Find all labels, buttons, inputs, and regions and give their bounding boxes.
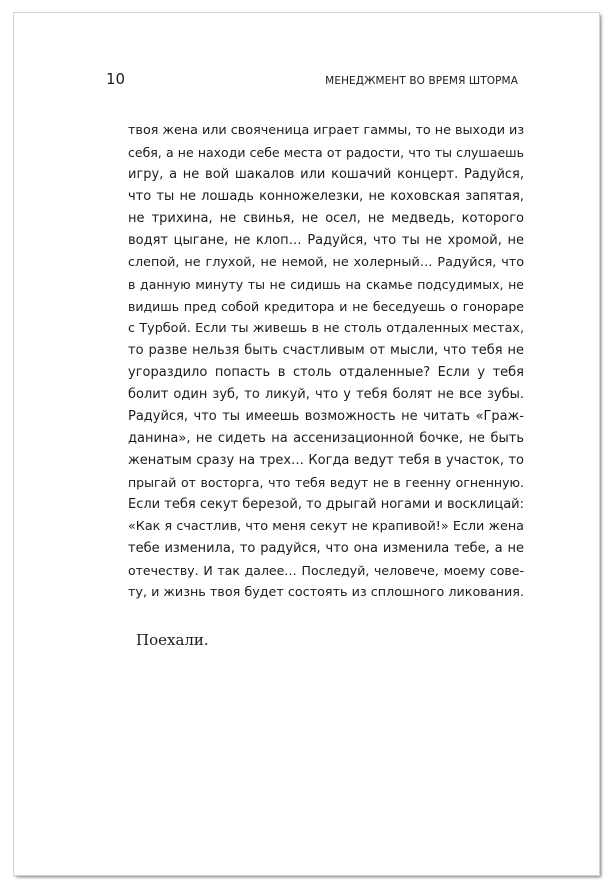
text-line: Радуйся, что ты имеешь возможность не читать «Граж- — [128, 409, 524, 424]
text-line: с Турбой. Если ты живешь в не столь отдаленных местах, — [128, 321, 524, 336]
text-line: что ты не лошадь конножелезки, не коховская запятая, — [128, 189, 524, 204]
page-number: 10 — [106, 70, 126, 88]
text-line: в данную минуту ты не сидишь на скамье подсудимых, не — [128, 277, 524, 292]
text-line: не трихина, не свинья, не осел, не медведь, которого — [128, 211, 524, 226]
text-line: прыгай от восторга, что тебя ведут не в геенну огненную. — [128, 475, 524, 490]
text-line: Если тебя секут березой, то дрыгай ногами и восклицай: — [128, 497, 524, 512]
text-line: «Как я счастлив, что меня секут не крапивой!» Если жена — [128, 519, 524, 534]
text-line: себя, а не находи себе места от радости, что ты слушаешь — [128, 145, 524, 160]
text-line: болит один зуб, то ликуй, что у тебя болят не все зубы. — [128, 387, 524, 402]
body-text — [128, 120, 524, 604]
text-line: тебе изменила, то радуйся, что она изменила тебе, а не — [128, 541, 524, 556]
text-line: видишь пред собой кредитора и не беседуешь о гонораре — [128, 299, 524, 314]
closing-line: Поехали. — [136, 631, 209, 649]
text-line: игру, а не вой шакалов или кошачий концерт. Радуйся, — [128, 167, 524, 182]
text-line: данина», не сидеть на ассенизационной бочке, не быть — [128, 431, 524, 446]
text-line: отечеству. И так далее… Последуй, человече, моему сове- — [128, 563, 524, 578]
running-head: МЕНЕДЖМЕНТ ВО ВРЕМЯ ШТОРМА — [325, 75, 518, 87]
text-line: то разве нельзя быть счастливым от мысли, что тебя не — [128, 343, 524, 358]
text-line: женатым сразу на трех… Когда ведут тебя в участок, то — [128, 453, 524, 468]
text-line: водят цыгане, не клоп… Радуйся, что ты не хромой, не — [128, 233, 524, 248]
text-line: ту, и жизнь твоя будет состоять из сплошного ликования. — [128, 585, 524, 600]
text-line: угораздило попасть в столь отдаленные? Если у тебя — [128, 365, 524, 380]
text-line: слепой, не глухой, не немой, не холерный… Радуйся, что — [128, 255, 524, 270]
text-line: твоя жена или свояченица играет гаммы, то не выходи из — [128, 123, 525, 138]
